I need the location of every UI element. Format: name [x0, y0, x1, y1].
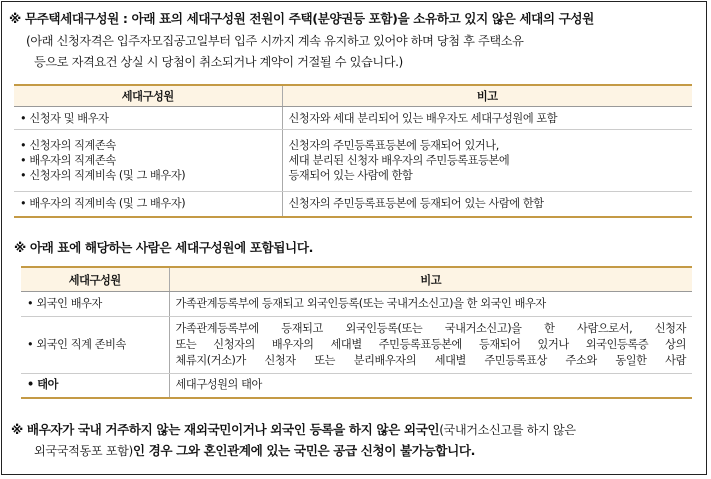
cell-member: • 신청자의 직계존속 • 배우자의 직계존속 • 신청자의 직계비속 (및 그 배우자) — [14, 130, 282, 192]
notice3-line-2: 외국국적동포 포함)인 경우 그와 혼인관계에 있는 국민은 공급 신청이 불가능합니다. — [34, 443, 475, 458]
cell-member: • 외국인 배우자 — [21, 292, 169, 317]
table-row — [14, 130, 692, 192]
table-row — [21, 317, 692, 374]
table-header-row — [21, 267, 692, 292]
table-row — [14, 107, 692, 130]
table-row — [21, 292, 692, 317]
notice-paragraph-line-2: 등으로 자격요건 상실 시 당첨이 취소되거나 계약이 거절될 수 있습니다.) — [34, 55, 403, 69]
included-members-table — [21, 266, 692, 399]
cell-remark: 신청자와 세대 분리되어 있는 배우자도 세대구성원에 포함 — [282, 107, 692, 130]
cell-remark: 가족관계등록부에 등재되고 외국인등록(또는 국내거소신고)을 한 사람으로서, 신청자 또는 신청자의 배우자의 세대별 주민등록표등본에 등재되어 있거나 외국인등록증 상의 체류지(거소)가 신청자 또는 분리배우자의 세대별 주민등록표상 주소와 동일한 사람 — [169, 317, 692, 374]
column-header-remarks: 비고 — [282, 85, 692, 107]
table-header-row — [14, 85, 692, 107]
cell-remark: 세대구성원의 태아 — [169, 374, 692, 398]
notice3-line-1: ※ 배우자가 국내 거주하지 않는 재외국민이거나 외국인 등록을 하지 않은 외국인(국내거소신고를 하지 않은 — [11, 422, 576, 437]
cell-member: • 외국인 직계 존비속 — [21, 317, 169, 374]
household-members-table — [14, 84, 692, 218]
table-row — [21, 374, 692, 398]
column-header-remarks: 비고 — [169, 267, 692, 292]
cell-member: • 신청자 및 배우자 — [14, 107, 282, 130]
notice-paragraph-line-1: (아래 신청자격은 입주자모집공고일부터 입주 시까지 계속 유지하고 있어야 하며 당첨 후 주택소유 — [26, 34, 524, 48]
cell-remark: 가족관계등록부에 등재되고 외국인등록(또는 국내거소신고)을 한 외국인 배우자 — [169, 292, 692, 317]
cell-remark: 신청자의 주민등록표등본에 등재되어 있거나, 세대 분리된 신청자 배우자의 주민등록표등본에 등재되어 있는 사람에 한함 — [282, 130, 692, 192]
table-row — [14, 192, 692, 217]
cell-member: • 태아 — [21, 374, 169, 398]
cell-remark: 신청자의 주민등록표등본에 등재되어 있는 사람에 한함 — [282, 192, 692, 217]
column-header-household-member: 세대구성원 — [21, 267, 169, 292]
column-header-household-member: 세대구성원 — [14, 85, 282, 107]
notice2-heading: ※ 아래 표에 해당하는 사람은 세대구성원에 포함됩니다. — [14, 240, 313, 255]
cell-member: • 배우자의 직계비속 (및 그 배우자) — [14, 192, 282, 217]
notice-heading: ※ 무주택세대구성원 : 아래 표의 세대구성원 전원이 주택(분양권등 포함)을 소유하고 있지 않은 세대의 구성원 — [9, 11, 594, 26]
